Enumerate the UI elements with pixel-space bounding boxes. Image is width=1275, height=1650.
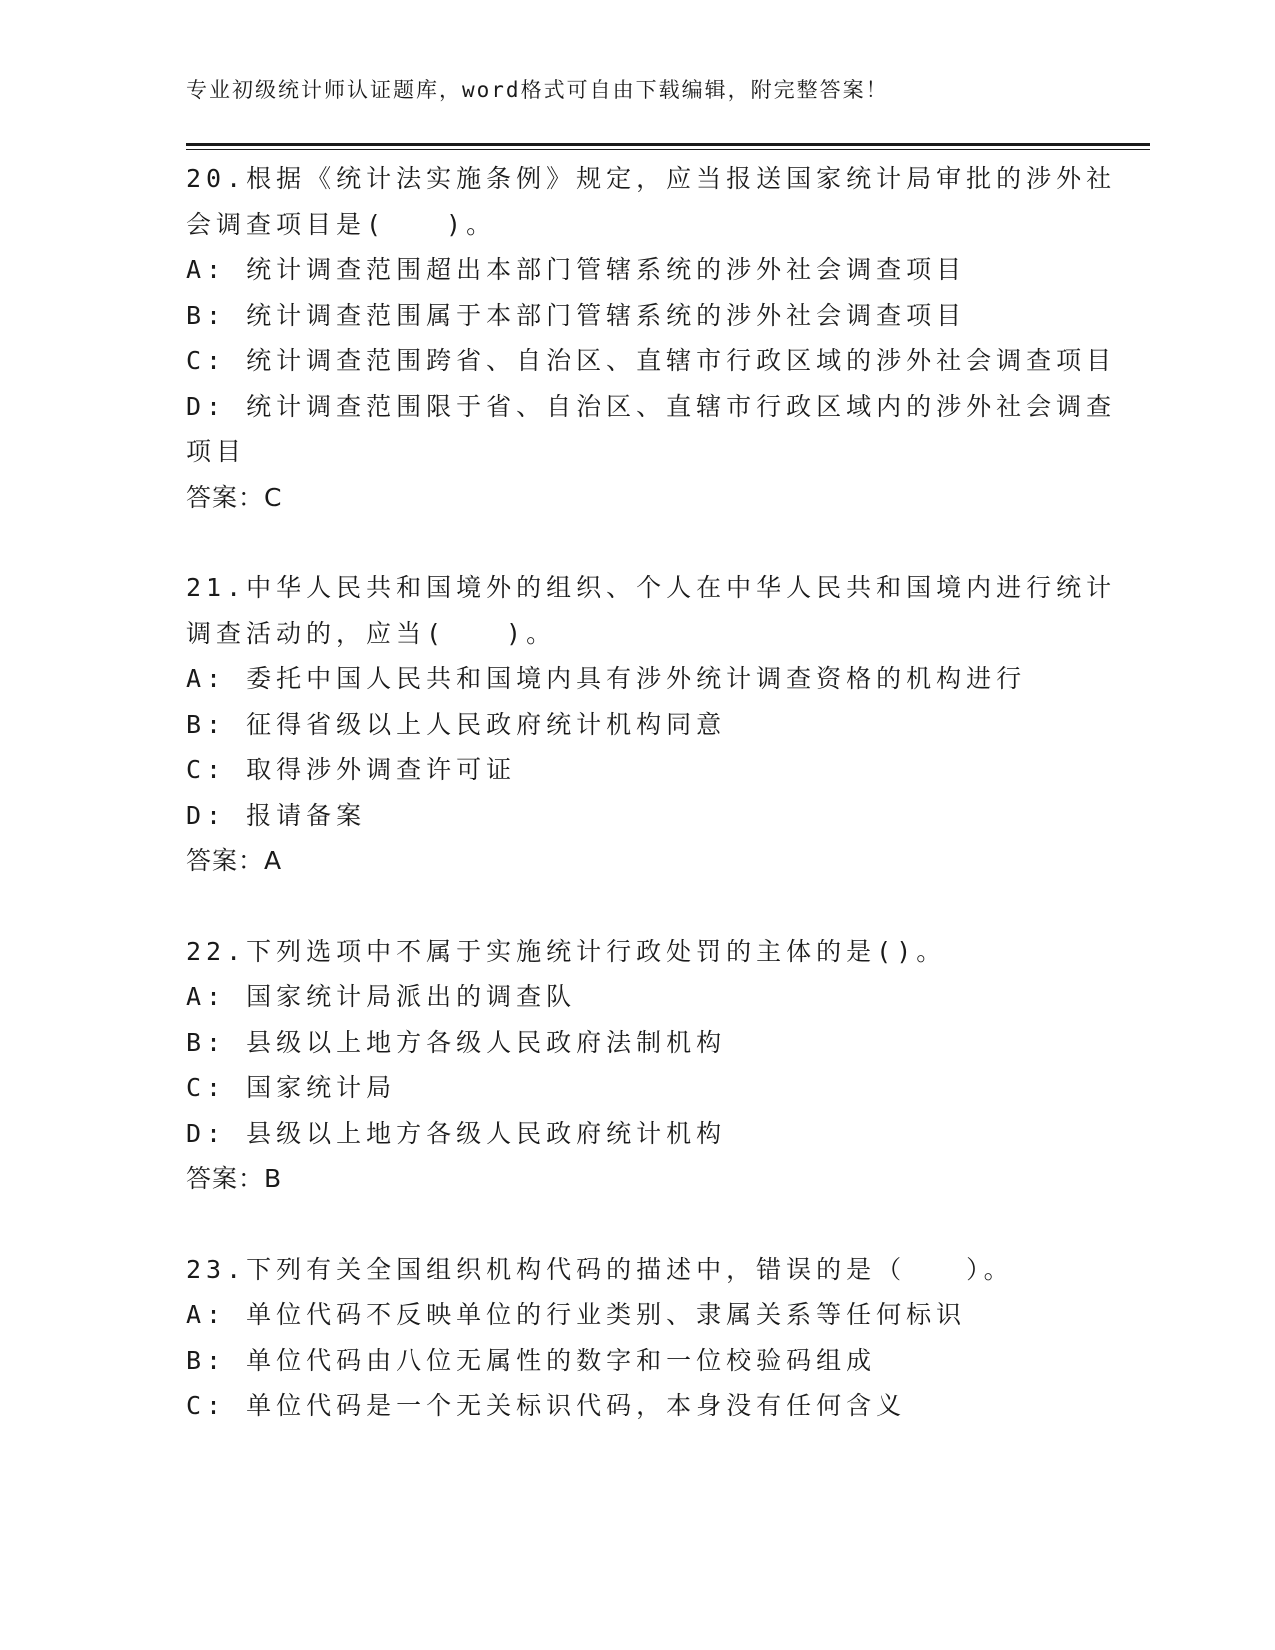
option-d: D: 统计调查范围限于省、自治区、直辖市行政区域内的涉外社会调查 — [186, 391, 1117, 421]
question-list — [186, 156, 1117, 1474]
option-a: A: 委托中国人民共和国境内具有涉外统计调查资格的机构进行 — [186, 664, 1027, 693]
option-c: C: 国家统计局 — [186, 1073, 397, 1102]
question-23 — [186, 1247, 1086, 1429]
option-a: A: 统计调查范围超出本部门管辖系统的涉外社会调查项目 — [186, 255, 967, 284]
option-a: A: 单位代码不反映单位的行业类别、隶属关系等任何标识 — [186, 1300, 967, 1329]
page-header: 专业初级统计师认证题库，word格式可自由下载编辑，附完整答案！ — [186, 78, 889, 102]
option-c: C: 取得涉外调查许可证 — [186, 755, 517, 784]
question-20 — [186, 156, 1117, 520]
option-d: D: 报请备案 — [186, 800, 367, 830]
option-d: D: 县级以上地方各级人民政府统计机构 — [186, 1118, 727, 1148]
answer-line: 答案：B — [186, 1164, 283, 1193]
question-stem-line: 调查活动的，应当( )。 — [186, 618, 557, 648]
question-22 — [186, 929, 1086, 1202]
question-stem-line: 21.中华人民共和国境外的组织、个人在中华人民共和国境内进行统计 — [186, 573, 1117, 602]
option-d-continued: 项目 — [186, 437, 247, 466]
header-rule-thick — [186, 143, 1150, 146]
option-b: B: 征得省级以上人民政府统计机构同意 — [186, 709, 727, 739]
question-stem-line: 22.下列选项中不属于实施统计行政处罚的主体的是()。 — [186, 936, 947, 966]
option-b: B: 县级以上地方各级人民政府法制机构 — [186, 1027, 727, 1057]
option-b: B: 统计调查范围属于本部门管辖系统的涉外社会调查项目 — [186, 300, 967, 330]
answer-line: 答案：C — [186, 482, 283, 512]
question-stem-line: 20.根据《统计法实施条例》规定，应当报送国家统计局审批的涉外社 — [186, 164, 1117, 193]
option-c: C: 单位代码是一个无关标识代码，本身没有任何含义 — [186, 1391, 907, 1420]
question-stem-line: 会调查项目是( )。 — [186, 209, 497, 239]
option-a: A: 国家统计局派出的调查队 — [186, 982, 577, 1011]
question-stem-line: 23.下列有关全国组织机构代码的描述中，错误的是（ ）。 — [186, 1254, 1014, 1284]
header-rule-thin — [186, 149, 1150, 150]
question-21 — [186, 565, 1117, 884]
answer-line: 答案：A — [186, 846, 283, 875]
option-b: B: 单位代码由八位无属性的数字和一位校验码组成 — [186, 1345, 877, 1375]
option-c: C: 统计调查范围跨省、自治区、直辖市行政区域的涉外社会调查项目 — [186, 346, 1117, 375]
